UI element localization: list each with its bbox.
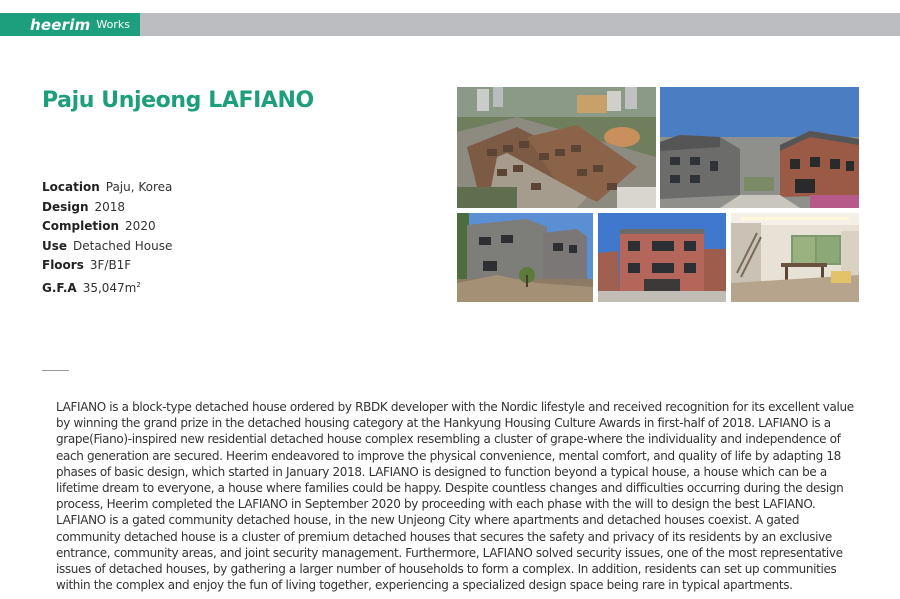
spec-label: G.F.A bbox=[42, 280, 77, 295]
grey-brick-house-photo-image bbox=[457, 213, 593, 302]
aerial-view-photo-image bbox=[457, 87, 656, 208]
page-title: Paju Unjeong LAFIANO bbox=[42, 88, 314, 113]
spec-label: Completion bbox=[42, 219, 120, 234]
street-view-photo[interactable] bbox=[660, 87, 859, 208]
spec-use bbox=[42, 237, 172, 257]
project-description: LAFIANO is a block-type detached house ordered by RBDK developer with the Nordic lifestyle and received recognition for its excellent value by winning the grand prize in the detached housing category at the Hankyung Housing Culture Awards in first-half of 2018. LAFIANO is a grape(Fiano)-inspired new residential detached house complex resembling a cluster of grape-where the individuality and independence of each generation are secured. Heerim endeavored to improve the physical convenience, mental comfort, and quality of life by adapting 18 phases of basic design, which started in January 2018. LAFIANO is designed to function beyond a typical house, a house which can be a lifetime dream to everyone, a house where families could be happy. Despite countless changes and difficulties occurring during the design process, Heerim completed the LAFIANO in September 2020 by proceeding with each phase with the will to design the best LAFIANO. LAFIANO is a gated community detached house, in the new Unjeong City where apartments and detached houses coexist. A gated community detached house is a cluster of premium detached houses that secures the safety and privacy of its residents by an exclusive entrance, community areas, and joint security management. Furthermore, LAFIANO solved security issues, one of the most representative issues of detached houses, by gathering a larger number of households to form a complex. In addition, residents can set up communities within the complex and enjoy the fun of living together, experiencing a specialized design space being rare in typical apartments. bbox=[56, 400, 854, 593]
spec-value: 2018 bbox=[94, 199, 126, 214]
red-brick-house-photo[interactable] bbox=[598, 213, 726, 302]
section-divider bbox=[42, 370, 69, 371]
aerial-view-photo[interactable] bbox=[457, 87, 656, 208]
red-brick-house-photo-image bbox=[598, 213, 726, 302]
spec-location bbox=[42, 178, 172, 198]
spec-value: 35,047m bbox=[82, 280, 137, 295]
brand-logo-text: heerim bbox=[30, 15, 91, 34]
interior-photo-image bbox=[731, 213, 859, 302]
project-specs bbox=[42, 178, 172, 296]
spec-gfa bbox=[42, 276, 172, 296]
brand-tab[interactable] bbox=[0, 13, 140, 36]
spec-value: 2020 bbox=[125, 219, 156, 234]
spec-completion bbox=[42, 217, 172, 237]
spec-label: Floors bbox=[42, 258, 84, 273]
section-label: Works bbox=[96, 18, 130, 31]
interior-photo[interactable] bbox=[731, 213, 859, 302]
spec-label: Use bbox=[42, 238, 68, 253]
spec-floors bbox=[42, 256, 172, 276]
spec-label: Location bbox=[42, 180, 100, 194]
street-view-photo-image bbox=[660, 87, 859, 208]
header-bar bbox=[0, 13, 900, 36]
spec-label: Design bbox=[42, 199, 89, 214]
spec-design bbox=[42, 198, 172, 218]
spec-unit-superscript: 2 bbox=[136, 280, 141, 289]
grey-brick-house-photo[interactable] bbox=[457, 213, 593, 302]
spec-value: Paju, Korea bbox=[105, 180, 173, 194]
spec-value: Detached House bbox=[73, 238, 173, 253]
spec-value: 3F/B1F bbox=[89, 258, 132, 273]
